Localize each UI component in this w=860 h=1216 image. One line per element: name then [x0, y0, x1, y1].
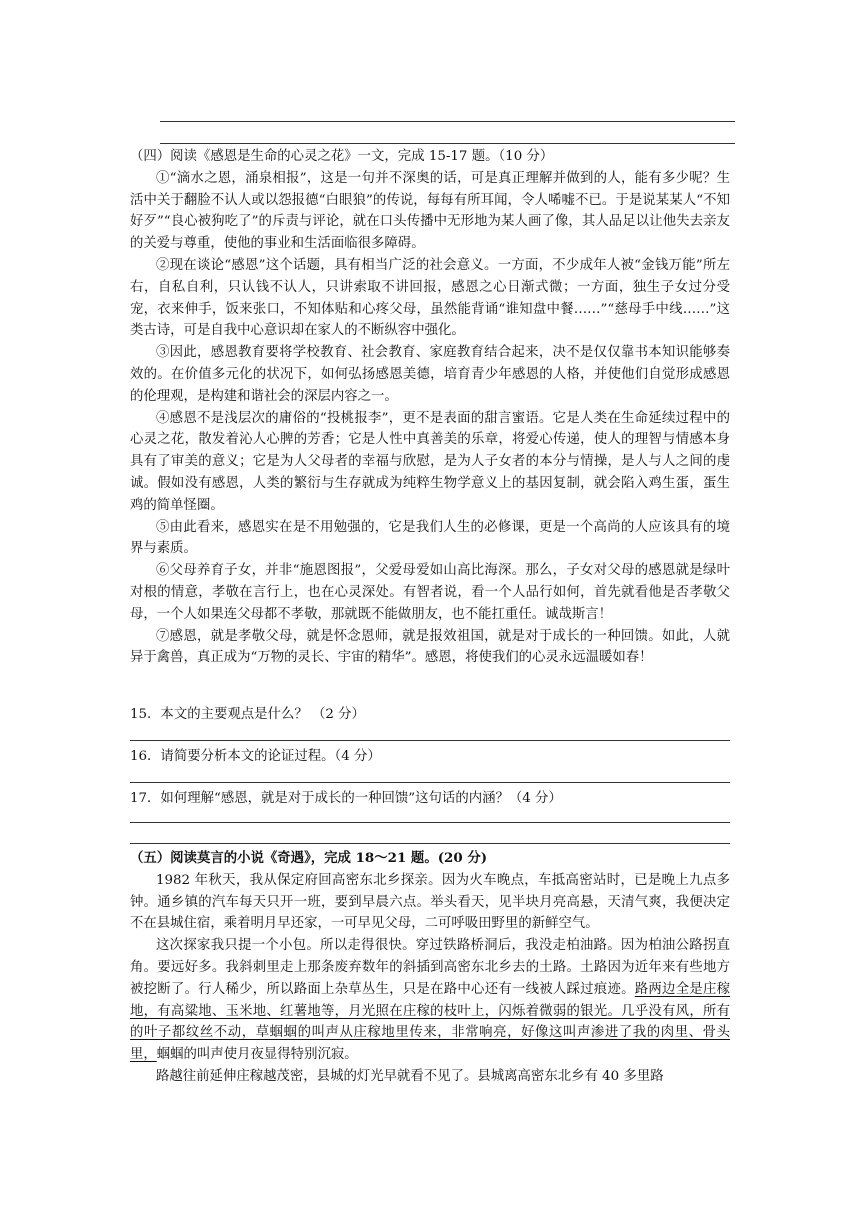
section-5	[130, 848, 730, 1088]
question-17: 17．如何理解“感恩，就是对于成长的一种回馈”这句话的内涵？（4 分）	[130, 791, 562, 806]
paragraph-6: ⑥父母养育子女，并非“施恩图报”，父爱母爱如山高比海深。那么，子女对父母的感恩就是绿叶对根的情意，孝敬在言行上，也在心灵深处。有智者说，看一个人品行如何，首先就看他是否孝敬父母，一个人如果连父母都不孝敬，那就既不能做朋友，也不能扛重任。诚哉斯言！	[130, 563, 730, 622]
paragraph-2: ②现在谈论“感恩”这个话题，具有相当广泛的社会意义。一方面，不少成年人被“金钱万能”所左右，自私自利，只认钱不认人，只讲索取不讲回报，感恩之心日渐式微；一方面，独生子女过分受宠，衣来伸手，饭来张口，不知体贴和心疼父母，虽然能背诵“谁知盘中餐……”“慈母手中线……”这类古诗，可是自我中心意识却在家人的不断纵容中强化。	[130, 257, 730, 339]
section-5-heading: （五）阅读莫言的小说《奇遇》，完成 18～21 题。(20 分)	[130, 850, 488, 866]
paragraph-4: ④感恩不是浅层次的庸俗的“投桃报李”，更不是表面的甜言蜜语。它是人类在生命延续过程中的心灵之花，散发着沁人心脾的芳香；它是人性中真善美的乐章，将爱心传递，使人的理智与情感本身具有了审美的意义；它是为人父母者的幸福与欣慰，是为人子女者的本分与情操，是人与人之间的虔诚。假如没有感恩，人类的繁衍与生存就成为纯粹生物学意义上的基因复制，就会陷入鸡生蛋，蛋生鸡的简单怪圈。	[130, 410, 730, 513]
answer-line-15[interactable]	[130, 740, 730, 741]
story-paragraph-2-tail: 蝈蝈的叫声使月夜显得特别沉寂。	[156, 1047, 358, 1063]
story-paragraph-2	[130, 935, 730, 1066]
top-rule-1	[160, 121, 735, 122]
underlined-passage: 路两边全是庄稼地，有高粱地、玉米地、红薯地等，月光照在庄稼的枝叶上，闪烁着微弱的银光。几乎没有风，所有的叶子都纹丝不动，草蝈蝈的叫声从庄稼地里传来，非常响亮，好像这叫声渗进了我的肉里、骨头里，	[130, 981, 731, 1063]
story-paragraph-3: 路越往前延伸庄稼越茂密，县城的灯光早就看不见了。县城离高密东北乡有 40 多里路	[156, 1068, 664, 1084]
top-rule-2	[160, 143, 735, 144]
section-4-heading: （四）阅读《感恩是生命的心灵之花》一文，完成 15-17 题。（10 分）	[130, 149, 554, 164]
story-paragraph-1: 1982 年秋天，我从保定府回高密东北乡探亲。因为火车晚点，车抵高密站时，已是晚上九点多钟。通乡镇的汽车每天只开一班，要到早晨六点。举头看天，见半块月亮高悬，天清气爽，我便决定不在县城住宿，乘着明月早还家，一可早见父母，二可呼吸田野里的新鲜空气。	[130, 872, 730, 932]
paragraph-7: ⑦感恩，就是孝敬父母，就是怀念恩师，就是报效祖国，就是对于成长的一种回馈。如此，人就异于禽兽，真正成为“万物的灵长、宇宙的精华”。感恩，将使我们的心灵永远温暖如春！	[130, 628, 730, 666]
answer-line-17b[interactable]	[130, 843, 730, 844]
story-paragraph-2-plain: 这次探家我只提一个小包。所以走得很快。穿过铁路桥洞后，我没走柏油路。因为柏油公路拐直角。要远好多。我斜刺里走上那条废弃数年的斜插到高密东北乡去的土路。土路因为近年来有些地方被挖断了。行人稀少，所以路面上杂草丛生，只是在路中心还有一线被人踩过痕迹。	[130, 938, 730, 997]
question-16: 16．请简要分析本文的论证过程。（4 分）	[130, 749, 381, 764]
answer-line-16[interactable]	[130, 782, 730, 783]
question-15: 15．本文的主要观点是什么？ （2 分）	[130, 707, 365, 722]
answer-line-17a[interactable]	[130, 822, 730, 823]
paragraph-3: ③因此，感恩教育要将学校教育、社会教育、家庭教育结合起来，决不是仅仅靠书本知识能够奏效的。在价值多元化的状况下，如何弘扬感恩美德，培育青少年感恩的人格，并使他们自觉形成感恩的伦理观，是构建和谐社会的深层内容之一。	[130, 345, 730, 404]
question-15-block	[130, 704, 730, 726]
section-4	[130, 146, 730, 669]
question-16-block	[130, 746, 730, 768]
paragraph-5: ⑤由此看来，感恩实在是不用勉强的，它是我们人生的必修课，更是一个高尚的人应该具有的境界与素质。	[130, 519, 730, 557]
paragraph-1: ①“滴水之恩，涌泉相报”，这是一句并不深奥的话，可是真正理解并做到的人，能有多少呢？生活中关于翻脸不认人或以怨报德“白眼狼”的传说，每每有所耳闻，令人唏嘘不已。于是说某某人“不知好歹”“良心被狗吃了”的斥责与评论，就在口头传播中无形地为某人画了像，其人品足以让他失去亲友的关爱与尊重，使他的事业和生活面临很多障碍。	[130, 170, 730, 252]
question-17-block	[130, 788, 730, 810]
